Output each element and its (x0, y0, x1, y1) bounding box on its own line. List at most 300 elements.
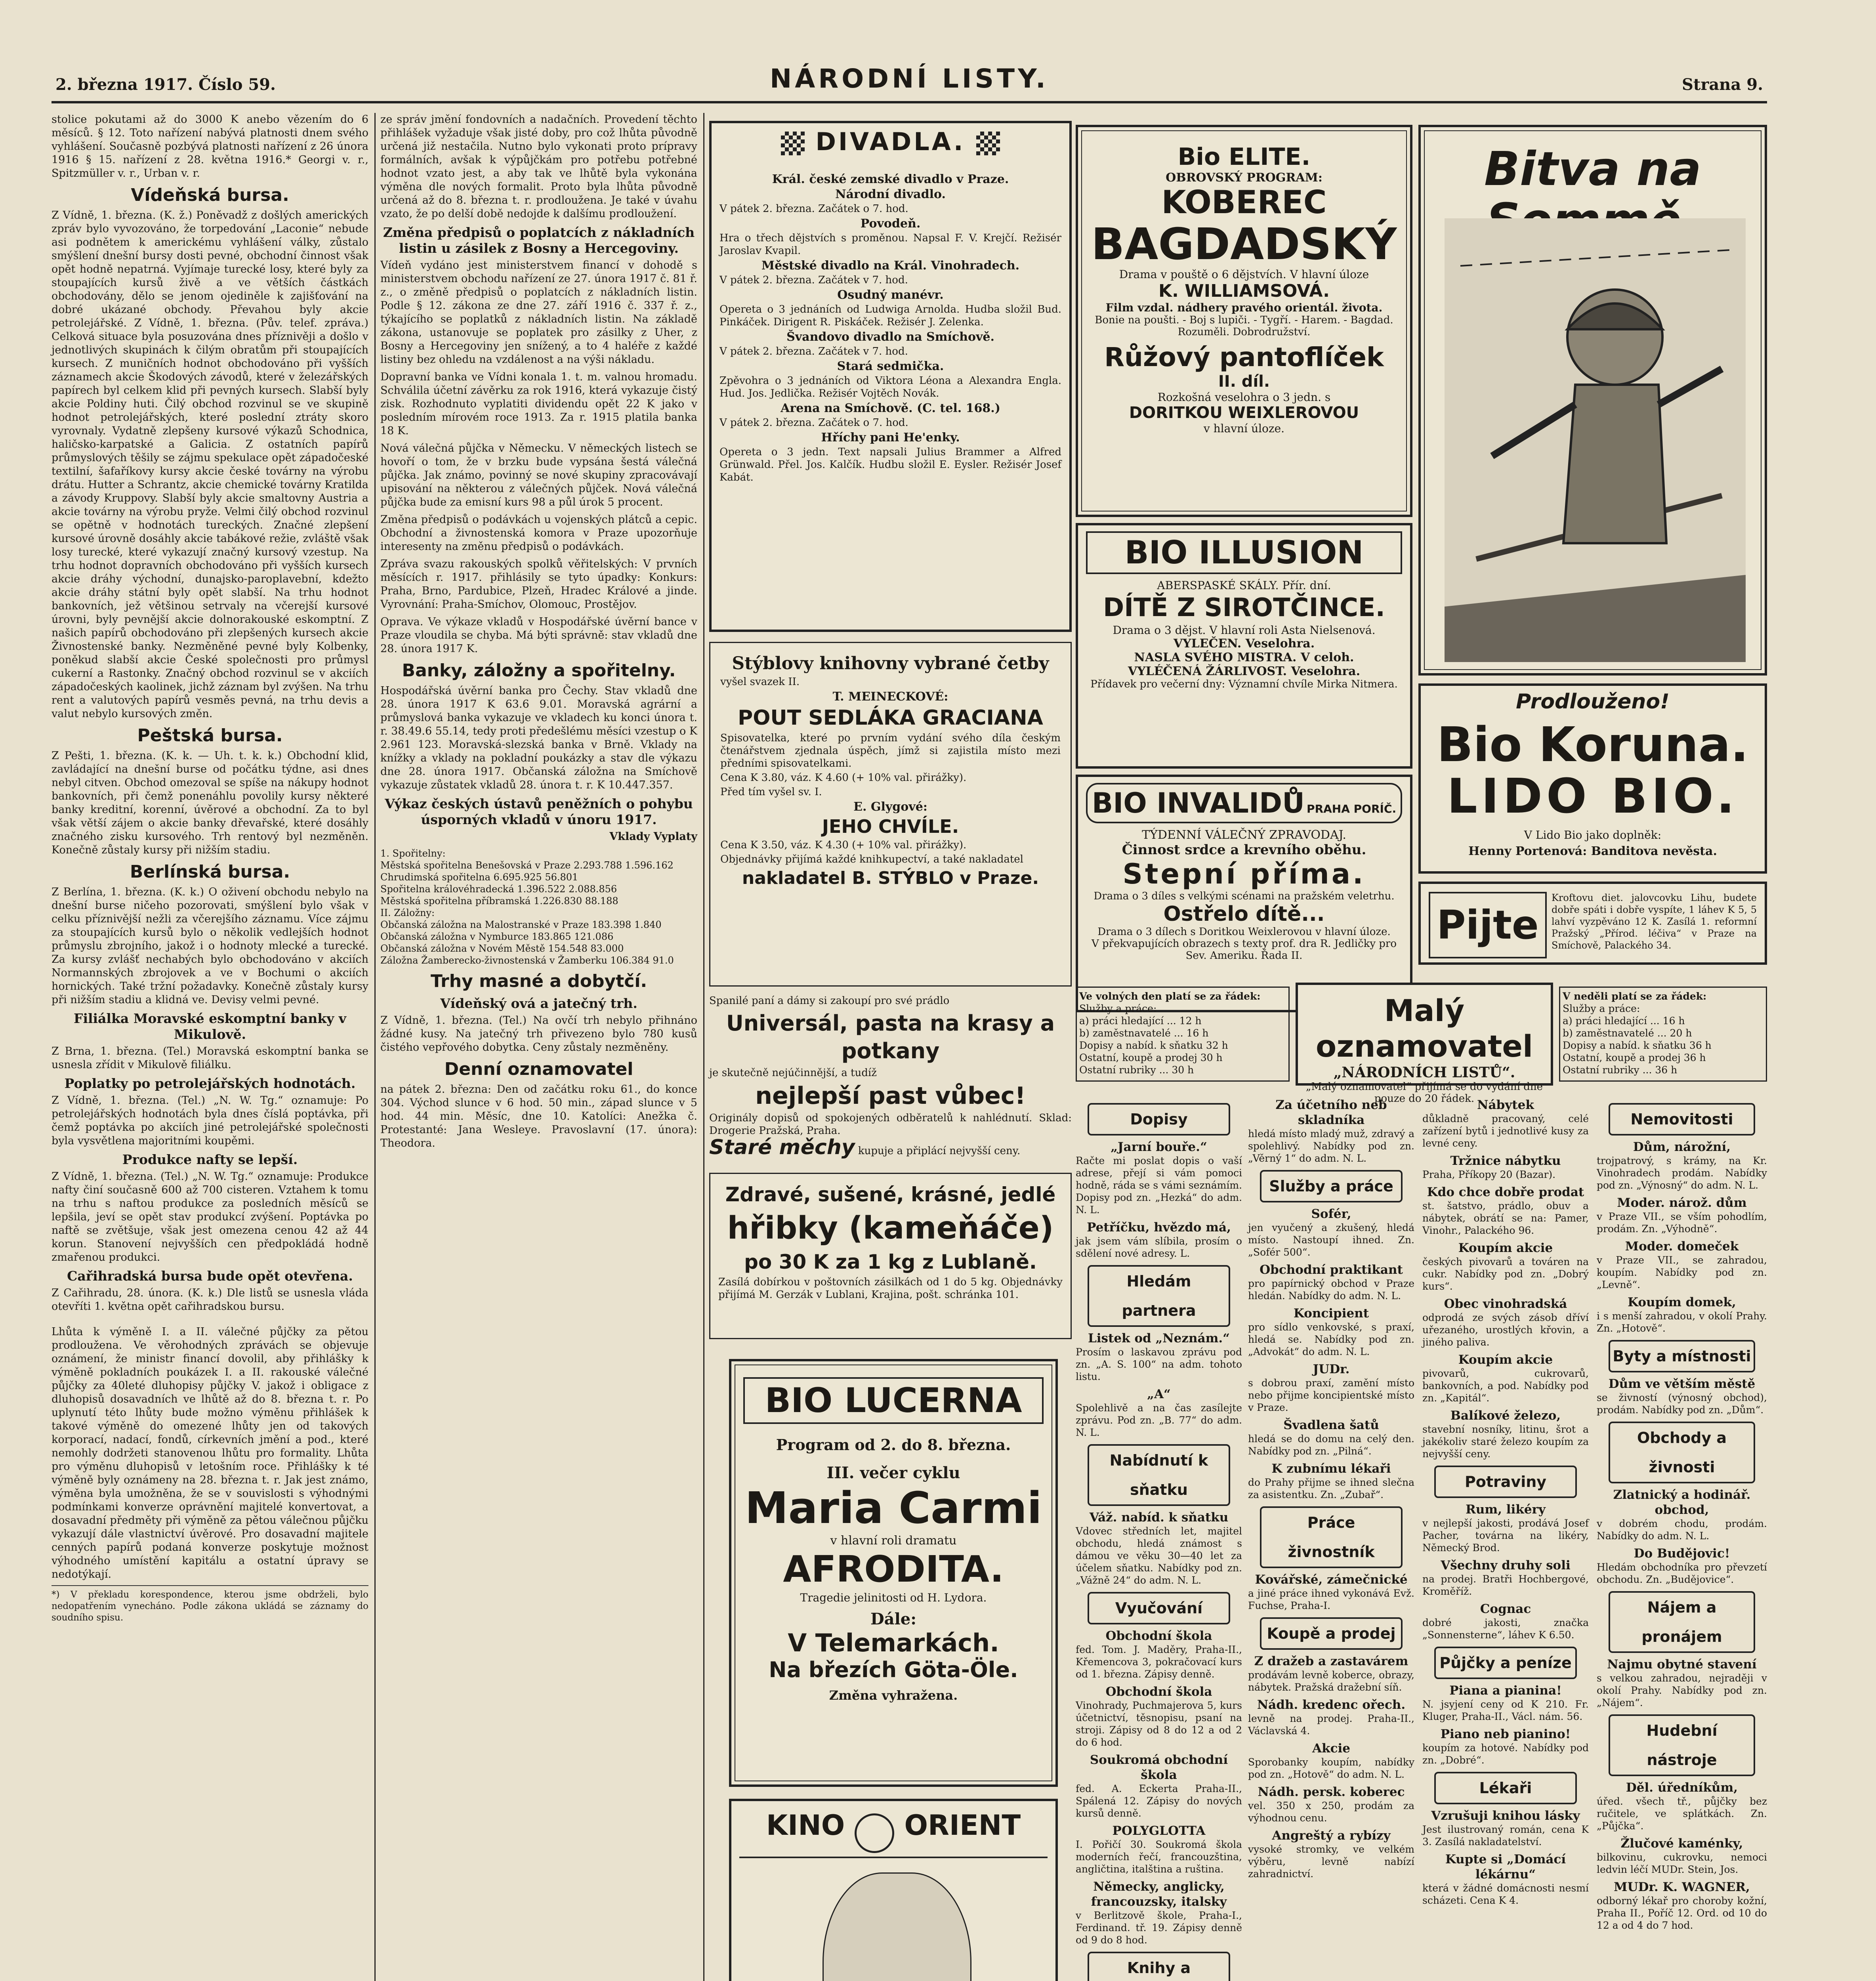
subheading-trhy: Vídeňský ová a jatečný trh. (440, 996, 637, 1011)
illusion-big: DÍTĚ Z SIROTČINCE. (1103, 593, 1385, 622)
classified-entry-heading: Německy, anglicky, francouzsky, italsky (1091, 1880, 1227, 1909)
classified-entry-text: v Praze VII., se zahradou, koupím. Nabídky pod zn. „Levně“. (1597, 1254, 1767, 1290)
invalidu-desc2: Drama o 3 dílech s Doritkou Weixlerovou v hlavní úloze. (1097, 926, 1391, 938)
classified-entry (1248, 1784, 1414, 1824)
vykaz-row: Spořitelna královéhradecká 1.396.522 2.088.856 (380, 884, 617, 895)
article-continuation: ze správ jmění fondovních a nadačních. Provedení těchto přihlášek vyžaduje však jisté doby, pro což lhůta původně určená již nestačila. Nutno bylo vykonati proto prípravy formálních, avšak k výpůjčkám pro potřebu potřebné hodnot vzato jest, a aby tak ve lhůtě byla vykonána výměna dle nových formalit. Proto byla lhůta původně určená až do 8. března t. r. prodloužena. Je také v úvahu vzato, že po delší době nedojde k dalšímu prodloužení. (380, 113, 697, 220)
invalidu-desc: Drama o 3 díles s velkými scénami na pražském veletrhu. (1094, 890, 1395, 902)
price-row: Dopisy a nabíd. k sňatku 36 h (1563, 1040, 1712, 1051)
classified-entry-text: i s menší zahradou, v okolí Prahy. Zn. „Hotově“. (1597, 1310, 1767, 1334)
classified-entry-heading: Nádh. persk. koberec (1258, 1785, 1405, 1799)
classified-entry (1422, 1296, 1589, 1348)
article-banky: Hospodářská úvěrní banka pro Čechy. Stav vkladů dne 28. února 1917 K 63.6 9.01. Moravská agrární a průmyslová banka vykazuje ve vkladech ku konci února t. r. 38.49.6 55.14, tedy proti předešlému měsíci vzestup o K 2.961 123. Moravská-slezská banka v Brně. Vklady na knížky a vklady na pokladní poukázky a stav dle výkazu dne 28. února 1917. Občanská záložna na Smíchově vykazuje zůstatek vkladů 28. února t. r. K 10.447.357. (380, 685, 697, 791)
classified-entry-heading: Obchodní praktikant (1260, 1263, 1403, 1277)
invalidu-sub2: Činnost srdce a krevního oběhu. (1122, 842, 1366, 858)
vykaz-table (380, 847, 697, 966)
classified-entry-heading: Sofér, (1311, 1207, 1351, 1221)
classified-entry-text: Hledám obchodníka pro převzetí obchodu. Zn. „Budějovice“. (1597, 1561, 1767, 1585)
classified-entry-text: Račte mi poslat dopis o vaší adrese, přejí si vám pomoci hodně, ráda se s vámi seznámím. Dopisy pod zn. „Hezká“ do adm. N. L. (1076, 1155, 1242, 1216)
classified-entry (1422, 1852, 1589, 1907)
classified-category-tag: Služby a práce (1260, 1170, 1403, 1202)
classified-entry-heading: „Jarní bouře.“ (1111, 1140, 1207, 1154)
classified-entry-text: fed. A. Eckerta Praha-II., Spálená 12. Zápisy do nových kursů denně. (1076, 1783, 1242, 1819)
classified-entry-heading: Dům, nárožní, (1633, 1140, 1731, 1154)
classified-entry-heading: Moder. nárož. dům (1617, 1196, 1747, 1210)
universal-desc: Originály dopisů od spokojených odběratelů k nahlédnutí. Sklad: Drogerie Pražská, Praha. (709, 1112, 1072, 1137)
classified-entry-text: hledá se do domu na celý den. Nabídky pod zn. „Pilná“. (1248, 1433, 1414, 1457)
mushroom-desc: Zasílá dobírkou v poštovních zásilkách od 1 do 5 kg. Objednávky přijímá M. Gerzák v Lublani, Krajina, pošt. schránka 101. (718, 1276, 1063, 1301)
classified-entry (1248, 1572, 1414, 1612)
price-list-head: Ve volných den platí se za řádek: (1079, 990, 1261, 1002)
theatre-time: V pátek 2. března. Začátek v 7. hod. (719, 345, 908, 357)
theatre-title: DIVADLA. (815, 127, 966, 156)
lucerna-film2: V Telemarkách. (788, 1628, 999, 1657)
elite-sub: OBROVSKÝ PROGRAM: (1166, 171, 1323, 185)
classified-entry-text: trojpatrový, s krámy, na Kr. Vinohradech prodám. Nabídky pod zn. „Výnosný“ do adm. N. L. (1597, 1155, 1767, 1191)
classified-entry-heading: Žlučové kaménky, (1620, 1836, 1743, 1851)
classified-entry-text: a jiné práce ihned vykonává Evž. Fuchse, Praha-I. (1248, 1588, 1414, 1611)
classified-column-3 (1422, 1097, 1589, 1981)
elite-star2: DORITKOU WEIXLEROVOU (1129, 404, 1359, 422)
vykaz-row: Městská spořitelna příbramská 1.226.830 88.188 (380, 895, 618, 907)
universal-sub: je skutečně nejúčinnější, a tudíž (709, 1067, 877, 1079)
koruna-sub2: Henny Portenová: Banditova nevěsta. (1468, 844, 1717, 858)
classified-category-tag: Potraviny (1434, 1466, 1577, 1498)
classified-entry-heading: Listek od „Neznám.“ (1088, 1331, 1230, 1345)
classified-entry (1597, 1295, 1767, 1334)
invalidu-location: PRAHA PORÍČ. (1307, 802, 1397, 815)
classified-entry-heading: Švadlena šatů (1283, 1418, 1379, 1432)
classified-entry-text: odprodá ze svých zásob dříví uřezaného, urostlých křovin, a jiného paliva. (1422, 1312, 1589, 1348)
classified-entry-text: s velkou zahradou, nejraději v okolí Prahy. Nabídky pod zn. „Nájem“. (1597, 1672, 1767, 1708)
theatre-desc: Zpěvohra o 3 jednáních od Viktora Léona a Alexandra Engla. Hud. Jos. Jedlička. Režisér Vojtěch Novák. (719, 375, 1061, 399)
classified-entry-text: dobré jakosti, značka „Sonnensterne“, láhev K 6.50. (1422, 1617, 1589, 1641)
classified-entry (1076, 1510, 1242, 1586)
classified-entry-text: v Praze VII., se vším pohodlím, prodám. Zn. „Výhodně“. (1597, 1211, 1767, 1235)
classified-entry (1076, 1628, 1242, 1680)
lucerna-film: AFRODITA. (783, 1548, 1004, 1590)
classified-entry-text: Spolehlivě a na čas zasílejte zprávu. Pod zn. „B. 77“ do adm. N. L. (1076, 1402, 1242, 1438)
checker-ornament-icon (781, 132, 805, 155)
article-denni: na pátek 2. března: Den od začátku roku 61., do konce 304. Východ slunce v 6 hod. 50 min., západ slunce v 5 hod. 44 min. Měsíc, dne 10. Katolíci: Anežka č. Protestanté: Jana Wesleye. Pravoslavní (17. února): Theodora. (380, 1083, 697, 1149)
orient-ad (729, 1799, 1058, 1981)
koruna-sub: V Lido Bio jako doplněk: (1524, 828, 1662, 842)
theatre-listings (719, 171, 1061, 630)
lucerna-film2b: Na březích Göta-Öle. (769, 1657, 1018, 1682)
classified-entry-heading: „A“ (1147, 1387, 1171, 1401)
elite-star: K. WILLIAMSOVÁ. (1158, 281, 1330, 301)
classified-column-2 (1248, 1097, 1414, 1981)
price-row: Dopisy a nabíd. k sňatku 32 h (1079, 1040, 1228, 1051)
article-oprava: Oprava. Ve výkaze vkladů v Hospodářské úvěrní bance v Praze vloudila se chyba. Má býti správně: stav vkladů dne 28. února 1917 K. (380, 616, 697, 655)
theatre-show: Stará sedmička. (837, 359, 944, 373)
classified-entry-text: stavební nosníky, litinu, šrot a jakékoliv staré železo koupím za nejvyšší ceny. (1422, 1424, 1589, 1460)
classified-category-tag: Lékaři (1434, 1772, 1577, 1804)
intro-text: stolice pokutami až do 3000 K anebo vězením do 6 měsíců. § 12. Toto nařízení nabývá platnosti dnem svého vyhlášení. Současně pozbývá platnosti nařízení z 26 února 1916 § 15. nařízení z 28. května 1916.* Georgi v. r., Spitzmüller v. r., Urban v. r. (52, 113, 368, 179)
universal-big: nejlepší past vůbec! (755, 1082, 1026, 1110)
classified-entry-text: na prodej. Bratři Hochbergové, Kroměříž. (1422, 1573, 1589, 1597)
classified-category-tag: Byty a místnosti (1609, 1340, 1755, 1372)
price-row: Ostatní, koupě a prodej 30 h (1079, 1052, 1223, 1063)
classified-category-tag: Dopisy (1088, 1103, 1230, 1136)
price-row: b) zaměstnavatelé ... 16 h (1079, 1027, 1209, 1039)
classified-category-tag: Hudební nástroje (1609, 1714, 1755, 1776)
classified-entry-text: Prosím o laskavou zprávu pod zn. „A. S. 100“ na adm. tohoto listu. (1076, 1346, 1242, 1382)
invalidu-note: V překvapujících obrazech s texty prof. dra R. Jedličky pro Sev. Ameriku. Řada II. (1091, 938, 1397, 962)
classified-entry (1248, 1262, 1414, 1302)
classified-entry-heading: Najmu obytné stavení (1607, 1657, 1757, 1672)
classified-entry-text: v nejlepší jakosti, prodává Josef Pacher, továrna na likéry, Německý Brod. (1422, 1517, 1589, 1554)
invalidu-title: BIO INVALIDŮ (1092, 787, 1305, 819)
stare-mechy-desc: kupuje a připlácí nejvyšší ceny. (858, 1145, 1021, 1157)
koruna-title: Bio Koruna. (1437, 718, 1749, 773)
bitva-ad (1418, 125, 1767, 676)
classified-entry-text: do Prahy přijme se ihned slečna za asistentku. Zn. „Zubař“. (1248, 1477, 1414, 1500)
classified-category-tag: Práce živnostník (1260, 1506, 1403, 1568)
invalidu-sub: TÝDENNÍ VÁLEČNÝ ZPRAVODAJ. (1142, 828, 1346, 842)
classified-entry-text: levně na prodej. Praha-II., Václavská 4. (1248, 1713, 1414, 1737)
classified-entry-heading: Všechny druhy soli (1441, 1558, 1571, 1573)
classified-entry (1076, 1879, 1242, 1946)
heading-vykaz: Výkaz českých ústavů peněžních o pohybu úsporných vkladů v únoru 1917. (385, 796, 693, 827)
classified-category-tag: Nemovitosti (1609, 1103, 1755, 1136)
classified-category-tag: Vyučování (1088, 1592, 1230, 1624)
vykaz-row: II. Záložny: (380, 907, 435, 918)
classified-category-tag: Knihy a (1088, 1952, 1230, 1981)
classified-entry-text: jak jsem vám slíbila, prosím o sdělení nové adresy. L. (1076, 1235, 1242, 1259)
classified-entry-heading: Petříčku, hvězdo má, (1087, 1220, 1231, 1235)
theatre-time: V pátek 2. března. Začátek o 7. hod. (719, 417, 908, 429)
classified-entry (1076, 1387, 1242, 1439)
vykaz-row: Záložna Žamberecko-živnostenská v Žamberku 106.384 91.0 (380, 955, 674, 966)
article-valecna-pujcka: Nová válečná půjčka v Německu. V německých listech se hovoří o tom, že v brzku bude vypsána šestá válečná půjčka. Jak známo, povinný se nové skupiny zpracovávají upisování na některou z válečných půjček. Nová válečná půjčka bude za emisní kurs 98 a půl úrok 5 procent. (380, 442, 697, 508)
article-zmena-predpisu: Změna předpisů o podávkách u vojenských plátců a cepic. Obchodní a živnostenská komora v Praze upozorňuje interesenty na změnu předpisů o podávkách. (380, 513, 697, 553)
classified-category-tag: Obchody a živnosti (1609, 1422, 1755, 1483)
classified-entry (1248, 1654, 1414, 1693)
price-row: a) práci hledající ... 12 h (1079, 1015, 1202, 1027)
heading-produkce: Produkce nafty se lepší. (122, 1152, 298, 1167)
books-desc: Spisovatelka, které po prvním vydání svého díla českým čtenářstvem zjednala úspěch, jímž si zajistila místo mezi předními spisovatelkami. (720, 732, 1061, 769)
classified-entry (1422, 1352, 1589, 1404)
invalidu-ad (1076, 775, 1412, 1012)
classified-category-tag: Nabídnutí k sňatku (1088, 1444, 1230, 1506)
orient-title-left: KINO (766, 1809, 845, 1842)
lido-title: LIDO BIO. (1447, 769, 1739, 824)
universal-title: Universál, pasta na krasy a potkany (726, 1011, 1055, 1063)
classified-entry-heading: Moder. domeček (1625, 1239, 1739, 1254)
illusion-line: NASLA SVÉHO MISTRA. V celoh. (1134, 651, 1354, 664)
classified-entry (1597, 1239, 1767, 1291)
classified-entry (1597, 1487, 1767, 1542)
price-row: b) zaměstnavatelé ... 20 h (1563, 1027, 1692, 1039)
vykaz-table-head: Vklady Vyplaty (609, 830, 697, 843)
theatre-show: Povodeň. (860, 217, 921, 231)
classified-entry-heading: Piano neb pianino! (1440, 1727, 1571, 1741)
koruna-ad (1418, 683, 1767, 874)
classified-entry-heading: Balíkové železo, (1450, 1408, 1561, 1423)
classified-category-tag: Hledám partnera (1088, 1265, 1230, 1327)
article-lhuta: Lhůta k výměně I. a II. válečné půjčky za pětou prodloužena. Ve věrohodných zprávách se objevuje oznámení, že ministr financí dovolil, aby přihlášky k výměně pokladních poukázek I. a II. rakouské válečné půjčky za 40leté dluhopisy půjčky V. jakož i obligace z dluhopisů dosavadních ve lhůtě až do 8. března t. r. Po uplynutí této lhůty bude možno výměnu přihlášek k takové výměně do omezené lhůty jen od takových korporací, nadací, fondů, církevních jmění a pod., které nemohly dodržeti stanovenou lhůtu pro formality. Lhůta pro výměnu dluhopisů v letošním roce. Přihlášky k té výměně byly oznámeny na 28. března t. r. Jak jest známo, výměna byla umožněna, že se v souvislosti s výhodnými podmínkami konverze oprávnění majitelé konvertovat, a dosavadní předměty při výměně za pětou válečnou půjčku vykazují dále vlastnictví úvěrové. Pro dosavadní majitele cenných papírů podaná konverze poskytuje možnost výhodného umístění kapitálu a ostatní úpravy se nedotýkají. (52, 1326, 368, 1580)
classified-entry (1422, 1185, 1589, 1237)
lucerna-role: v hlavní roli dramatu (830, 1534, 957, 1548)
elite-desc2: Rozkošná veselohra o 3 jedn. s (1157, 391, 1331, 404)
classified-entry (1597, 1836, 1767, 1876)
stare-mechy-title: Staré měchy (709, 1136, 855, 1159)
column-rule (703, 113, 704, 1981)
classified-entry-heading: MUDr. K. WAGNER, (1614, 1880, 1750, 1894)
vykaz-row: Občanská záložna na Malostranské v Praze 183.398 1.840 (380, 919, 662, 930)
books-price: Cena K 3.80, váz. K 4.60 (+ 10% val. přirážky). (720, 772, 967, 784)
universal-head: Spanilé paní a dámy si zakoupí pro své prádlo (709, 995, 950, 1007)
classified-entry (1248, 1362, 1414, 1414)
classified-entry-text: úřed. všech tř., půjčky bez ručitele, ve splátkách. Zn. „Půjčka“. (1597, 1796, 1767, 1832)
classified-entry-text: důkladně pracovaný, celé zařízení bytů i jednotlivé kusy za levné ceny. (1422, 1113, 1589, 1149)
classified-entry (1248, 1461, 1414, 1501)
classified-entry (1248, 1306, 1414, 1358)
price-list-sunday (1559, 987, 1767, 1082)
classified-entry-heading: Obchodní škola (1105, 1629, 1212, 1643)
classified-entry-text: českých pivovarů a továren na cukr. Nabídky pod zn. „Dobrý kurs“. (1422, 1256, 1589, 1292)
price-row: Služby a práce: (1563, 1003, 1640, 1014)
lucerna-title: BIO LUCERNA (743, 1377, 1044, 1424)
classified-entry (1597, 1546, 1767, 1586)
price-list-rows (1563, 1002, 1763, 1076)
theatre-show: Hříchy pani He'enky. (821, 431, 960, 445)
vykaz-row: Městská spořitelna Benešovská v Praze 2.293.788 1.596.162 (380, 860, 674, 871)
classified-entry-text: jen vyučený a zkušený, hledá místo. Nastoupí ihned. Zn. „Sofér 500“. (1248, 1222, 1414, 1258)
classified-entry-text: Vdovec středních let, majitel obchodu, hledá známost s dámou ve věku 30—40 let za účelem sňatku. Nabídky pod zn. „Vážně 24“ do adm. N. L. (1076, 1525, 1242, 1586)
mushroom-title: Zdravé, sušené, krásné, jedlé (725, 1183, 1056, 1206)
bitva-title: Bitva na (1484, 141, 1702, 196)
article-berlinska-bursa: Z Berlína, 1. března. (K. k.) O oživení obchodu nebylo na dnešní burse ničeho pozorovati, smýšlení bylo však v celku příznivější nežli za včerejšího záznamu. Více zájmu za stoupajících kursů bylo o několik vedlejších hodnot průmyslu zbrojního, jakož i o hodnoty mlecké a turecké. Za kursy zvlášť nechabých bylo obchodováno v akciích Normannských zbrojovek a ve v Bochumi o akciích hornických. Také tržní požadavky. Konečně zůstaly kursy při nižším stadiu a klidná ve. Devisy velmi pevné. (52, 886, 368, 1006)
vykaz-row: Chrudimská spořitelna 6.695.925 56.801 (380, 872, 578, 883)
classified-entry-text: v dobrém chodu, prodám. Nabídky do adm. N. L. (1597, 1518, 1767, 1542)
classified-entry-heading: Koupím domek, (1628, 1295, 1736, 1309)
heading-poplatky: Poplatky po petrolejářských hodnotách. (64, 1076, 356, 1091)
classified-entry-heading: Koncipient (1293, 1306, 1369, 1321)
classified-entry-text: pro sídlo venkovské, s praxí, hledá se. Nabídky pod zn. „Advokát“ do adm. N. L. (1248, 1321, 1414, 1357)
classified-entry (1076, 1331, 1242, 1383)
invalidu-film2: Ostřelo dítě... (1163, 902, 1325, 926)
elite-title: Bio ELITE. (1178, 143, 1311, 171)
actor-portrait-icon (823, 1872, 971, 1981)
lucerna-note: Změna vyhražena. (829, 1688, 958, 1703)
classified-entry-text: prodávám levně koberce, obrazy, nábytek. Pražská dražební síň. (1248, 1669, 1414, 1693)
classified-entry-heading: K zubnímu lékaři (1271, 1462, 1391, 1476)
article-produkce: Z Vídně, 1. března. (Tel.) „N. W. Tg.“ oznamuje: Produkce nafty činí současně 600 až 700 cisteren. Vztahem k tomu na trhu s naftou produkce za posledních měsíců se lepšila, jeví se opět stav produkcí zvýšení. Poptávka po naftě se zvětšuje, však jest omezena cenou 42 až 44 korun. Stanovení nejvyšších cen předpokládá hodně zmařenou produkci. (52, 1170, 368, 1263)
elite-note: Film vzdal. nádhery pravého orientál. života. (1105, 301, 1383, 314)
classified-entry-text: N. jsyjení ceny od K 210. Fr. Kluger, Praha-II., Václ. nám. 56. (1422, 1699, 1589, 1722)
mushroom-ad (709, 1173, 1072, 1339)
classified-entry-text: I. Pořičí 30. Soukromá škola moderních řečí, francouzština, angličtina, italština a ruština. (1076, 1839, 1242, 1875)
books-author: E. Glygové: (853, 800, 928, 814)
classified-entry-text: se živností (výnosný obchod), prodám. Nabídky pod zn. „Dům“. (1597, 1392, 1767, 1416)
elite-film2: Růžový pantoflíček (1104, 342, 1384, 372)
lucerna-cycle: III. večer cyklu (826, 1464, 960, 1482)
heading-filialka: Filiálka Moravské eskomptní banky v Mikulově. (74, 1011, 346, 1042)
books-name: POUT SEDLÁKA GRACIANA (738, 706, 1043, 730)
article-poplatky: Z Vídně, 1. března. (Tel.) „N. W. Tg.“ oznamuje: Po petrolejářských hodnotách byla dnes číslá poptávka, při čemž poptávka po akciích jiné petrolejářské společnosti byla vysvětlena majoritními koupěmi. (52, 1094, 368, 1147)
classified-entry-heading: Angreštý a rybízy (1272, 1828, 1391, 1843)
column-rule (374, 113, 376, 1981)
classified-entry (1597, 1376, 1767, 1416)
classified-entry-text: vel. 350 x 250, prodám za výhodnou cenu. (1248, 1800, 1414, 1824)
classified-entry (1597, 1780, 1767, 1832)
article-dopravni-banka: Dopravní banka ve Vídni konala 1. t. m. valnou hromadu. Schválila účetní závěrku za rok 1916, která vykazuje čistý zisk. Rozhodnuto vyplatiti dividendu opět 22 K jako v posledním mírovém roce 1913. Za r. 1915 platila banka 18 K. (380, 371, 697, 437)
column-1 (52, 113, 368, 1981)
pijte-desc: Kroftovu diet. jalovcovku Lihu, budete dobře spáti i dobře vyspíte, 1 láhev K 5, 5 lahví vyzpěváno 12 K. Zasílá 1. reformní Pražský „Přírod. léčiva“ v Praze na Smíchově, Palackého 34. (1552, 892, 1757, 951)
classified-entry-heading: POLYGLOTTA (1112, 1824, 1206, 1838)
theatre-box (709, 121, 1072, 632)
classified-entry-text: hledá místo mladý muž, zdravý a spolehlivý. Nabídky pod zn. „Věrný 1“ do adm. N. L. (1248, 1128, 1414, 1164)
elite-extra: Bonie na poušti. - Boj s lupiči. - Tygří. - Harem. - Bagdad. Rozuměli. Dobrodružství. (1095, 314, 1393, 338)
elite-big2: BAGDADSKÝ (1091, 219, 1397, 269)
classified-entry-heading: Kupte si „Domácí lékárnu“ (1445, 1852, 1566, 1882)
classified-entry-text: Praha, Příkopy 20 (Bazar). (1422, 1169, 1556, 1180)
classified-entry-heading: Nádh. kredenc ořech. (1257, 1698, 1406, 1712)
classified-entry-heading: Rum, likéry (1466, 1502, 1546, 1517)
classified-entry-heading: Koupím akcie (1458, 1241, 1553, 1255)
theatre-name: Švandovo divadlo na Smíchově. (786, 330, 994, 344)
page-header (52, 63, 1767, 103)
classified-entry-heading: Akcie (1312, 1741, 1350, 1756)
mushroom-price: po 30 K za 1 kg z Lublaně. (744, 1250, 1037, 1273)
classified-category-tag: Koupě a prodej (1260, 1617, 1403, 1650)
heading-carihrad: Cařihradská bursa bude opět otevřena. (67, 1268, 353, 1284)
elite-big1: KOBEREC (1161, 184, 1327, 221)
issue-date: 2. března 1917. Číslo 59. (55, 75, 276, 94)
price-row: Ostatní, koupě a prodej 36 h (1563, 1052, 1706, 1063)
classified-entry-heading: Za účetního neb skladníka (1275, 1098, 1387, 1127)
price-list-weekday (1076, 987, 1290, 1082)
illusion-line: VYLÉČENÁ ŽÁRLIVOST. Veselohra. (1128, 664, 1361, 678)
theatre-name: Arena na Smíchově. (C. tel. 168.) (781, 401, 1000, 415)
classified-entry (1248, 1697, 1414, 1737)
classified-entry-heading: Piana a pianina! (1449, 1683, 1562, 1698)
illusion-desc: Drama o 3 dějst. V hlavní roli Asta Nielsenová. (1113, 624, 1376, 637)
article-videnska-bursa: Z Vídně, 1. března. (K. ž.) Poněvadž z došlých amerických zpráv bylo vyvozováno, že torpedování „Laconie“ nebude asi podnětem k americkému vyhlášení války, zůstalo smýšlení dnešní bursy dosti pevné, obchodní činnost však opět hodně nepatrná. Vyjímaje turecké losy, které byly za stoupajících kursů živě a ve větších částkách obchodovány, dělo se jenom ojediněle k zajišťování na dobré ukázané obchody. Převahou byly akcie petrolejářské. Z Vídně, 1. března. (Pův. telef. zpráva.) Celková situace byla posuzována dnes příznivěji a došlo v jednotlivých skupinách k čilým obratům při stoupajících kursech. Z muničních hodnot obchodováno při vyšších záznamech akcie Škodových závodů, které v železářských papírech byl celkem klid při pevných kursech. Slabší byly akcie Poldiny huti. Čilý obchod rozvinul se ve skupině hodnot petrolejářských, které poslední ztráty skoro vyrovnaly. Vydatně zlepšeny kursové výkazů Schodnica, haličsko-karpatské a Galicia. Z ostatních papírů průmyslových těšily se zájmu spekulace opět západočeské textilní, šafaříkovy kursy akcie české továrny na výrobu drátu. Hutter a Schrantz, akcie chemické továrny Kratilda a závody Kruppovy. Slabší byly akcie smaltovny Austria a akcie továrny na výrobu pryže. Velmi čilý obchod rozvinul se opětně v hodnotách tureckých. Značné zlepšení kursové úrovně dosáhly akcie tabákové režie, zvláště však losy turecké, které vykazují značný kursový vzestup. Na trhu hodnot dopravních obchodováno při vyšších kursech akcie dráhy východní, dunajsko-paroplavební, kdežto akcie dráhy státní byly opět slabší. Na trhu hodnot bankovních, jež většinou setrvaly na včerejší kursové úrovni, byly pevnější akcie dolnorakouské eskomptní. Z našich papírů obchodováno při zlepšených kursech akcie Živnostenské banky. Nezměněné pevné byly Kolbenky, poněkud slabší akcie České společnosti pro průmysl cukerní a Rastonky. Značný obchod rozvinul se v akciích západočeských kaolinek, jichž záznam byl zvýšen. Na trhu rent a valutových papírů vesměs pevná, na trhu devis a valut nebylo kursových změn. (52, 209, 368, 720)
mushroom-big: hřibky (kameňáče) (727, 1210, 1054, 1246)
theatre-show: Osudný manévr. (837, 288, 944, 302)
classified-entry-heading: Kovářské, zámečnické (1255, 1573, 1408, 1587)
classified-entry-text: bilkovinu, cukrovku, nemoci ledvin léčí MUDr. Stein, Jos. (1597, 1851, 1767, 1875)
theatre-name: Městské divadlo na Král. Vinohradech. (761, 259, 1020, 273)
classified-entry (1422, 1601, 1589, 1641)
theatre-time: V pátek 2. března. Začátek o 7. hod. (719, 203, 908, 215)
classified-entry (1422, 1727, 1589, 1766)
classified-entry-text: vysoké stromky, ve velkém výběru, levně nabízí zahradnictví. (1248, 1844, 1414, 1880)
column-2 (380, 113, 697, 1981)
article-zmena: Vídeň vydáno jest ministerstvem financí v dohodě s ministerstvem obchodu nařízení ze 27. února 1917 č. 81 ř. z., o změně předpisů o poplatcích z nákladních listin. Podle § 12. zákona ze dne 27. září 1916 č. 337 ř. z., týkajícího se poplatků z nákladních listin. Na základě zákona, ustanovuje se poplatek pro zásilky z Uher, z Bosny a Hercegoviny jen snížený, a to 4 haléře z každé listiny bez ohledu na vzdálenost a na výši nákladu. (380, 259, 697, 366)
classified-entry (1248, 1828, 1414, 1880)
heading-pestska-bursa: Peštská bursa. (137, 725, 283, 746)
books-ad (709, 642, 1072, 987)
classified-category-tag: Půjčky a peníze (1434, 1647, 1577, 1679)
pijte-ad (1418, 882, 1767, 965)
classified-entry (1076, 1752, 1242, 1819)
books-price: Cena K 3.50, váz. K 4.30 (+ 10% val. přirážky). (720, 839, 967, 851)
heading-videnska-bursa: Vídeňská bursa. (131, 185, 289, 205)
orient-title-right: ORIENT (904, 1809, 1021, 1842)
price-list-head: V neděli platí se za řádek: (1563, 990, 1707, 1002)
books-volume: vyšel svazek II. (720, 676, 800, 688)
vykaz-row: Občanská záložna v Novém Městě 154.548 83.000 (380, 943, 624, 954)
lucerna-ad (729, 1359, 1058, 1787)
books-volume: Před tím vyšel sv. I. (720, 786, 822, 798)
books-name: JEHO CHVÍLE. (822, 816, 959, 837)
classified-entry (1597, 1139, 1767, 1191)
elite-ad (1076, 125, 1412, 517)
classified-entry-heading: Kdo chce dobře prodat (1427, 1185, 1584, 1199)
lucerna-then: Dále: (870, 1610, 916, 1628)
classified-entry-text: koupím za hotové. Nabídky pod zn. „Dobré“. (1422, 1742, 1589, 1766)
lucerna-star: Maria Carmi (745, 1483, 1042, 1533)
classified-entry-heading: Cognac (1480, 1602, 1531, 1616)
books-publisher: nakladatel B. STÝBLO v Praze. (742, 868, 1039, 888)
article-filialka: Z Brna, 1. března. (Tel.) Moravská eskomptní banka se usnesla zřídit v Mikulově filiálku. (52, 1045, 368, 1071)
price-row: Služby a práce: (1079, 1003, 1157, 1014)
classified-entry (1248, 1418, 1414, 1457)
theatre-name: Národní divadlo. (835, 187, 946, 201)
classified-entry (1422, 1683, 1589, 1723)
soldier-illustration-icon (1445, 218, 1746, 662)
article-upadky: Zpráva svazu rakouských spolků věřitelských: V prvních měsících r. 1917. přihlásily se tyto úpadky: Konkurs: Praha, Brno, Pardubice, Plzeň, Hradec Králové a jinde. Vyrovnání: Praha-Smíchov, Olomouc, Prostějov. (380, 558, 697, 611)
lucerna-film-desc: Tragedie jelinitosti od H. Lydora. (800, 1591, 987, 1604)
pijte-word: Pijte (1429, 892, 1547, 958)
classified-entry-text: pro papírnický obchod v Praze hledán. Nabídky do adm. N. L. (1248, 1278, 1414, 1302)
classified-entry (1422, 1808, 1589, 1848)
classified-entry-text: pivovarů, cukrovarů, bankovních, a pod. Nabídky pod zn. „Kapitál“. (1422, 1368, 1589, 1404)
books-author: T. MEINECKOVÉ: (832, 690, 948, 704)
classified-entry-heading: Děl. úředníkům, (1626, 1781, 1738, 1795)
maly-title: Malý oznamovatel (1316, 993, 1533, 1064)
article-trhy: Z Vídně, 1. března. (Tel.) Na ovčí trh nebylo přihnáno žádné kusy. Na jatečný trh přivezeno bylo 780 kusů čistého vepřového dobytka. Ceny zůstaly nezměněny. (380, 1014, 697, 1053)
classified-entry (1076, 1139, 1242, 1216)
classified-entry-text: Sporobanky koupím, nabídky pod zn. „Hotově“ do adm. N. L. (1248, 1756, 1414, 1780)
classified-column-1 (1076, 1097, 1242, 1981)
price-row: a) práci hledající ... 16 h (1563, 1015, 1685, 1027)
classified-entry (1248, 1206, 1414, 1258)
classified-entry (1597, 1657, 1767, 1709)
heading-denni: Denní oznamovatel (444, 1059, 634, 1079)
page-number: Strana 9. (1681, 75, 1763, 94)
classified-entry-text: v Berlitzově škole, Praha-I., Ferdinand. tř. 19. Zápisy denně od 9 do 8 hod. (1076, 1910, 1242, 1946)
classified-entry-text: která v žádné domácnosti nesmí scházeti. Cena K 4. (1422, 1882, 1589, 1906)
illusion-sub: ABERSPASKÉ SKÁLY. Přír. dní. (1157, 579, 1331, 592)
classified-column-4 (1597, 1097, 1767, 1981)
illusion-line: VYLEČEN. Veselohra. (1173, 637, 1315, 651)
theatre-desc: Opereta o 3 jednáních od Ludwiga Arnolda. Hudba složil Bud. Pinkáček. Dirigent R. Piskáček. Režisér J. Zelenka. (719, 303, 1061, 328)
classified-entry-heading: Dům ve větším městě (1608, 1377, 1756, 1391)
theatre-name: Král. české zemské divadlo v Praze. (772, 172, 1009, 186)
illusion-title: BIO ILLUSION (1086, 531, 1402, 574)
footnote: *) V překladu korespondence, kterou jsme obdrželi, bylo nedopatřením vynecháno. Podle zákona ukládá se záznamy do soudního spisu. (52, 1585, 368, 1624)
classified-entry (1248, 1741, 1414, 1781)
checker-ornament-icon (976, 132, 1000, 155)
globe-logo-icon (855, 1813, 894, 1853)
invalidu-big: Stepní příma. (1122, 858, 1366, 890)
classified-entry-heading: Do Budějovic! (1634, 1546, 1730, 1561)
price-list-rows (1079, 1002, 1286, 1076)
classified-entry (1597, 1880, 1767, 1931)
classified-category-tag: Nájem a pronájem (1609, 1591, 1755, 1653)
illusion-ad (1076, 523, 1412, 769)
classified-entry-text: st. šatstvo, prádlo, obuv a nábytek, obrátí se na: Pamer, Vinohr., Palackého 96. (1422, 1200, 1589, 1236)
elite-desc: Drama v pouště o 6 dějstvích. V hlavní úloze (1119, 268, 1369, 281)
price-row: Ostatní rubriky ... 36 h (1563, 1064, 1678, 1076)
heading-zmena: Změna předpisů o poplatcích z nákladních listin u zásilek z Bosny a Hercegoviny. (383, 225, 695, 256)
maly-sub2: „Malý oznamovatel“ přijímá se do vydání dne pouze do 20 řádek. (1305, 1081, 1543, 1105)
